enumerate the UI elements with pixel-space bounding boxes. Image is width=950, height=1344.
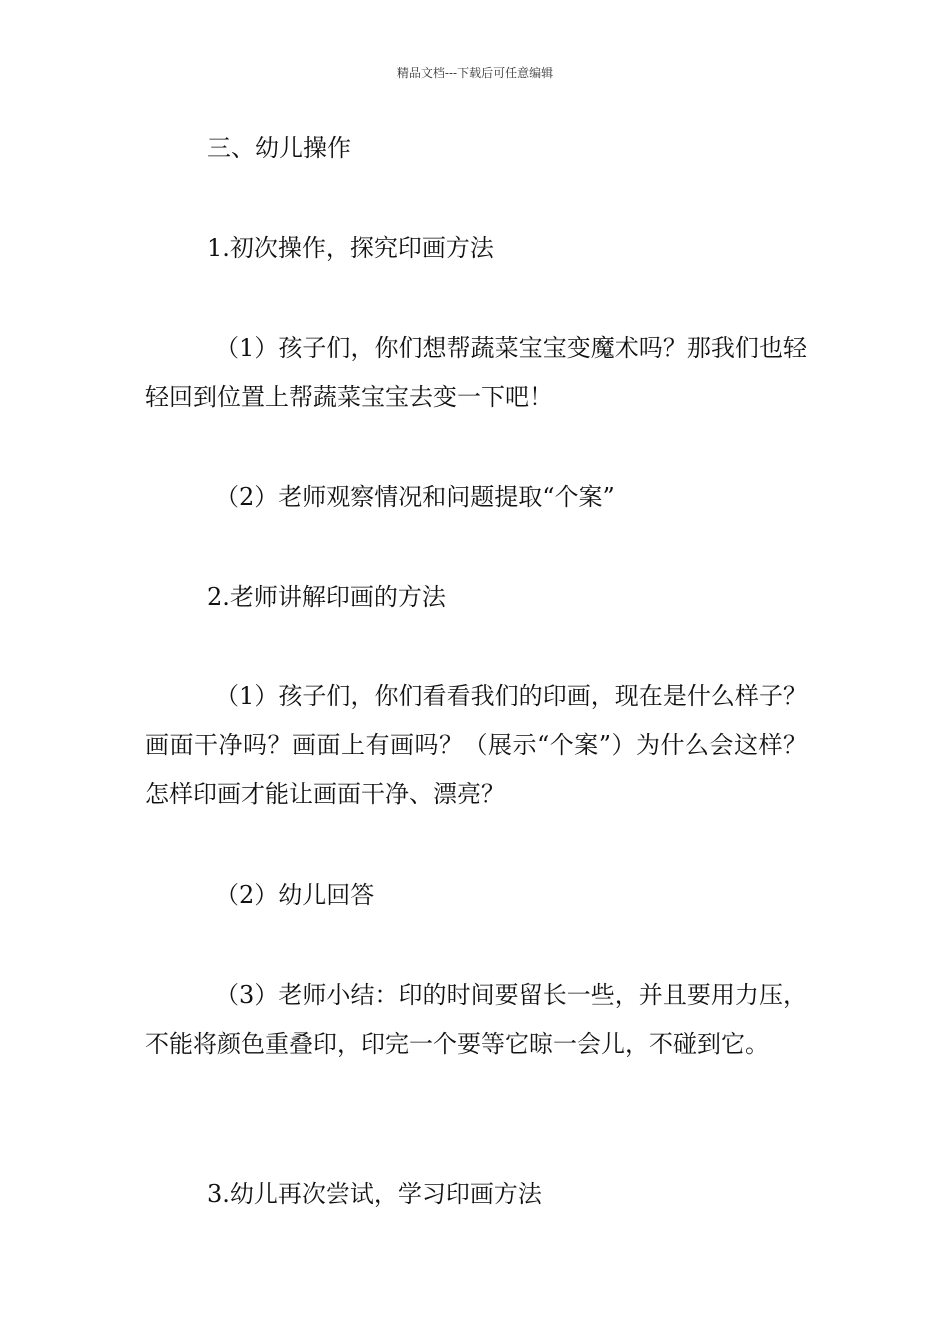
- paragraph-step1-item1: （1）孩子们，你们想帮蔬菜宝宝变魔术吗？那我们也轻轻回到位置上帮蔬菜宝宝去变一下吧！: [145, 334, 807, 411]
- paragraph-step2-item1: （1）孩子们，你们看看我们的印画，现在是什么样子？画面干净吗？画面上有画吗？（展示“个案”）为什么会这样？怎样印画才能让画面干净、漂亮？: [145, 682, 807, 808]
- paragraph-step1-item2: （2）老师观察情况和问题提取“个案”: [215, 483, 615, 511]
- page-header: 精品文档---下载后可任意编辑: [396, 66, 554, 80]
- step-heading-2: 2.老师讲解印画的方法: [207, 583, 446, 611]
- section-heading: 三、幼儿操作: [207, 134, 351, 162]
- step-heading-1: 1.初次操作，探究印画方法: [207, 234, 494, 262]
- paragraph-step2-item2: （2）幼儿回答: [215, 881, 375, 909]
- step-heading-3: 3.幼儿再次尝试，学习印画方法: [207, 1180, 542, 1208]
- paragraph-step2-item3: （3）老师小结：印的时间要留长一些，并且要用力压，不能将颜色重叠印，印完一个要等它晾一会儿，不碰到它。: [145, 981, 807, 1058]
